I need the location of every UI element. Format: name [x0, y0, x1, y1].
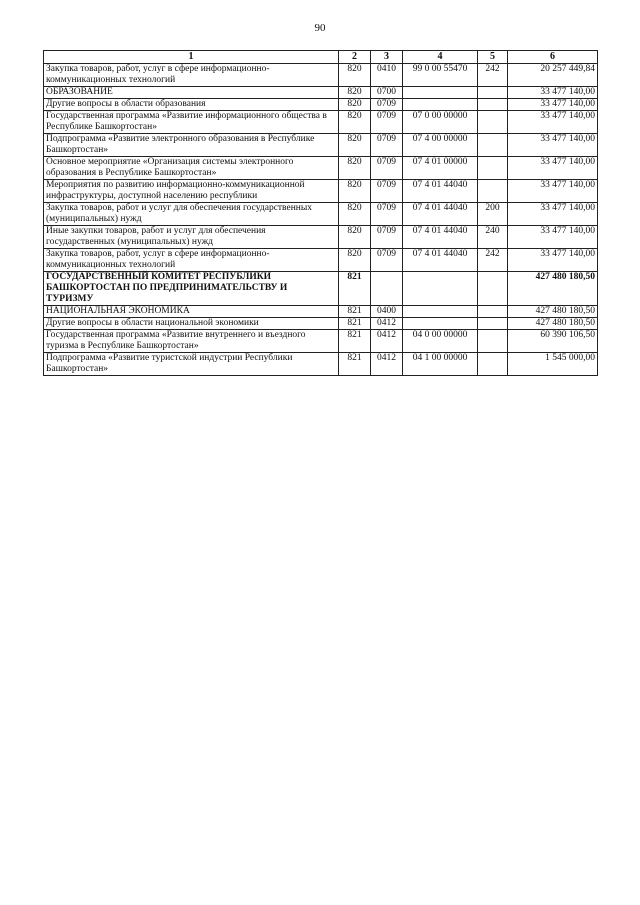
table-row	[44, 249, 598, 272]
column-header-4: 4	[403, 51, 478, 64]
table-row	[44, 353, 598, 376]
row-target-article-cell: 07 4 01 44040	[403, 226, 478, 249]
table-body	[44, 64, 598, 376]
row-target-article-cell	[403, 272, 478, 306]
row-expense-type-cell	[478, 157, 508, 180]
row-amount-cell: 33 477 140,00	[508, 99, 598, 111]
row-ministry-code-cell: 820	[339, 64, 371, 87]
page-number: 90	[314, 22, 326, 34]
table-row	[44, 203, 598, 226]
row-ministry-code-cell: 820	[339, 157, 371, 180]
row-section-code-cell: 0412	[371, 318, 403, 330]
row-amount-cell: 33 477 140,00	[508, 111, 598, 134]
row-ministry-code-cell: 820	[339, 226, 371, 249]
row-expense-type-cell: 240	[478, 226, 508, 249]
row-ministry-code-cell: 821	[339, 318, 371, 330]
row-name-cell: Основное мероприятие «Организация системы электронного образования в Республике Башкортостан»	[44, 157, 339, 180]
table-row	[44, 99, 598, 111]
row-ministry-code-cell: 820	[339, 87, 371, 99]
row-ministry-code-cell: 820	[339, 180, 371, 203]
row-expense-type-cell	[478, 134, 508, 157]
row-expense-type-cell	[478, 318, 508, 330]
row-section-code-cell: 0400	[371, 306, 403, 318]
row-expense-type-cell: 242	[478, 64, 508, 87]
row-section-code-cell: 0700	[371, 87, 403, 99]
row-ministry-code-cell: 821	[339, 353, 371, 376]
row-amount-cell: 427 480 180,50	[508, 306, 598, 318]
row-target-article-cell	[403, 306, 478, 318]
row-amount-cell: 427 480 180,50	[508, 318, 598, 330]
table-row	[44, 272, 598, 306]
table-row	[44, 64, 598, 87]
row-section-code-cell: 0412	[371, 330, 403, 353]
row-expense-type-cell	[478, 330, 508, 353]
row-ministry-code-cell: 821	[339, 272, 371, 306]
row-name-cell: Иные закупки товаров, работ и услуг для обеспечения государственных (муниципальных) нужд	[44, 226, 339, 249]
row-target-article-cell: 04 1 00 00000	[403, 353, 478, 376]
table-row	[44, 180, 598, 203]
column-header-1: 1	[44, 51, 339, 64]
row-ministry-code-cell: 821	[339, 306, 371, 318]
row-amount-cell: 33 477 140,00	[508, 249, 598, 272]
row-amount-cell: 1 545 000,00	[508, 353, 598, 376]
table-row	[44, 87, 598, 99]
column-header-3: 3	[371, 51, 403, 64]
budget-table	[43, 50, 598, 376]
table-row	[44, 111, 598, 134]
row-expense-type-cell	[478, 306, 508, 318]
row-ministry-code-cell: 820	[339, 111, 371, 134]
row-section-code-cell: 0709	[371, 111, 403, 134]
row-name-cell: Закупка товаров, работ и услуг для обеспечения государственных (муниципальных) нужд	[44, 203, 339, 226]
row-expense-type-cell: 242	[478, 249, 508, 272]
row-target-article-cell	[403, 99, 478, 111]
row-name-cell: ОБРАЗОВАНИЕ	[44, 87, 339, 99]
row-expense-type-cell	[478, 272, 508, 306]
row-name-cell: Подпрограмма «Развитие туристской индустрии Республики Башкортостан»	[44, 353, 339, 376]
row-amount-cell: 33 477 140,00	[508, 87, 598, 99]
row-name-cell: НАЦИОНАЛЬНАЯ ЭКОНОМИКА	[44, 306, 339, 318]
row-ministry-code-cell: 820	[339, 134, 371, 157]
row-name-cell: Мероприятия по развитию информационно-коммуникационной инфраструктуры, доступной населению республики	[44, 180, 339, 203]
row-target-article-cell: 99 0 00 55470	[403, 64, 478, 87]
row-amount-cell: 20 257 449,84	[508, 64, 598, 87]
row-target-article-cell: 07 4 01 44040	[403, 203, 478, 226]
column-header-5: 5	[478, 51, 508, 64]
row-target-article-cell	[403, 318, 478, 330]
row-section-code-cell: 0709	[371, 249, 403, 272]
row-section-code-cell: 0410	[371, 64, 403, 87]
row-expense-type-cell	[478, 87, 508, 99]
row-amount-cell: 427 480 180,50	[508, 272, 598, 306]
row-target-article-cell: 07 4 01 44040	[403, 249, 478, 272]
row-target-article-cell: 04 0 00 00000	[403, 330, 478, 353]
row-amount-cell: 33 477 140,00	[508, 203, 598, 226]
row-amount-cell: 33 477 140,00	[508, 226, 598, 249]
table-row	[44, 306, 598, 318]
row-section-code-cell: 0709	[371, 203, 403, 226]
row-section-code-cell: 0412	[371, 353, 403, 376]
row-expense-type-cell	[478, 99, 508, 111]
row-ministry-code-cell: 820	[339, 203, 371, 226]
table-row	[44, 330, 598, 353]
table-row	[44, 157, 598, 180]
row-expense-type-cell: 200	[478, 203, 508, 226]
row-amount-cell: 33 477 140,00	[508, 157, 598, 180]
row-section-code-cell: 0709	[371, 157, 403, 180]
row-name-cell: Закупка товаров, работ, услуг в сфере информационно-коммуникационных технологий	[44, 249, 339, 272]
row-name-cell: Закупка товаров, работ, услуг в сфере информационно-коммуникационных технологий	[44, 64, 339, 87]
row-name-cell: Другие вопросы в области национальной экономики	[44, 318, 339, 330]
row-amount-cell: 33 477 140,00	[508, 180, 598, 203]
row-expense-type-cell	[478, 111, 508, 134]
row-ministry-code-cell: 821	[339, 330, 371, 353]
row-name-cell: Другие вопросы в области образования	[44, 99, 339, 111]
table-row	[44, 134, 598, 157]
row-name-cell: Подпрограмма «Развитие электронного образования в Республике Башкортостан»	[44, 134, 339, 157]
row-amount-cell: 33 477 140,00	[508, 134, 598, 157]
table-header-row	[44, 51, 598, 64]
row-ministry-code-cell: 820	[339, 249, 371, 272]
row-amount-cell: 60 390 106,50	[508, 330, 598, 353]
row-name-cell: Государственная программа «Развитие внутреннего и въездного туризма в Республике Башкортостан»	[44, 330, 339, 353]
row-section-code-cell: 0709	[371, 134, 403, 157]
table-row	[44, 318, 598, 330]
column-header-6: 6	[508, 51, 598, 64]
row-target-article-cell	[403, 87, 478, 99]
row-expense-type-cell	[478, 180, 508, 203]
row-expense-type-cell	[478, 353, 508, 376]
row-target-article-cell: 07 4 00 00000	[403, 134, 478, 157]
row-name-cell: Государственная программа «Развитие информационного общества в Республике Башкортостан»	[44, 111, 339, 134]
row-name-cell: ГОСУДАРСТВЕННЫЙ КОМИТЕТ РЕСПУБЛИКИ БАШКОРТОСТАН ПО ПРЕДПРИНИМАТЕЛЬСТВУ И ТУРИЗМУ	[44, 272, 339, 306]
row-target-article-cell: 07 4 01 44040	[403, 180, 478, 203]
row-section-code-cell: 0709	[371, 180, 403, 203]
row-section-code-cell: 0709	[371, 99, 403, 111]
row-target-article-cell: 07 4 01 00000	[403, 157, 478, 180]
row-target-article-cell: 07 0 00 00000	[403, 111, 478, 134]
row-section-code-cell	[371, 272, 403, 306]
column-header-2: 2	[339, 51, 371, 64]
row-ministry-code-cell: 820	[339, 99, 371, 111]
table-row	[44, 226, 598, 249]
row-section-code-cell: 0709	[371, 226, 403, 249]
